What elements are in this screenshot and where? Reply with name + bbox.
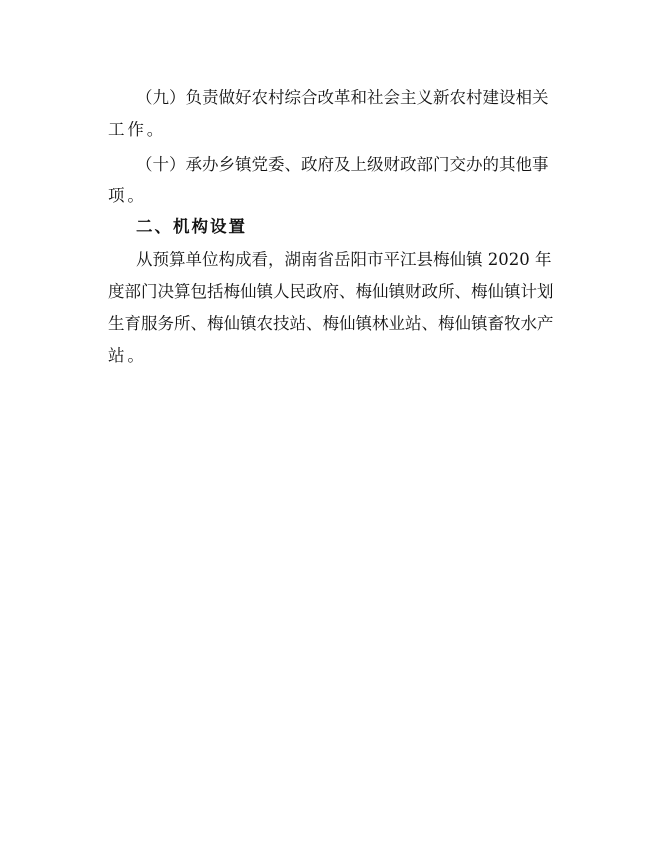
section-heading: 二、机构设置 (136, 217, 247, 236)
section-paragraph-line-2: 度部门决算包括梅仙镇人民政府、梅仙镇财政所、梅仙镇计划 (108, 282, 554, 301)
section-paragraph-line-1: 从预算单位构成看，湖南省岳阳市平江县梅仙镇 2020 年 (136, 250, 552, 269)
section-paragraph-line-4: 站。 (108, 346, 147, 365)
item-10-line-2: 项。 (108, 186, 147, 205)
item-9-line-1: （九）负责做好农村综合改革和社会主义新农村建设相关 (136, 88, 549, 107)
item-10-line-1: （十）承办乡镇党委、政府及上级财政部门交办的其他事 (136, 155, 549, 174)
section-paragraph-line-3: 生育服务所、梅仙镇农技站、梅仙镇林业站、梅仙镇畜牧水产 (108, 314, 554, 333)
item-9-line-2: 工作。 (108, 120, 167, 139)
